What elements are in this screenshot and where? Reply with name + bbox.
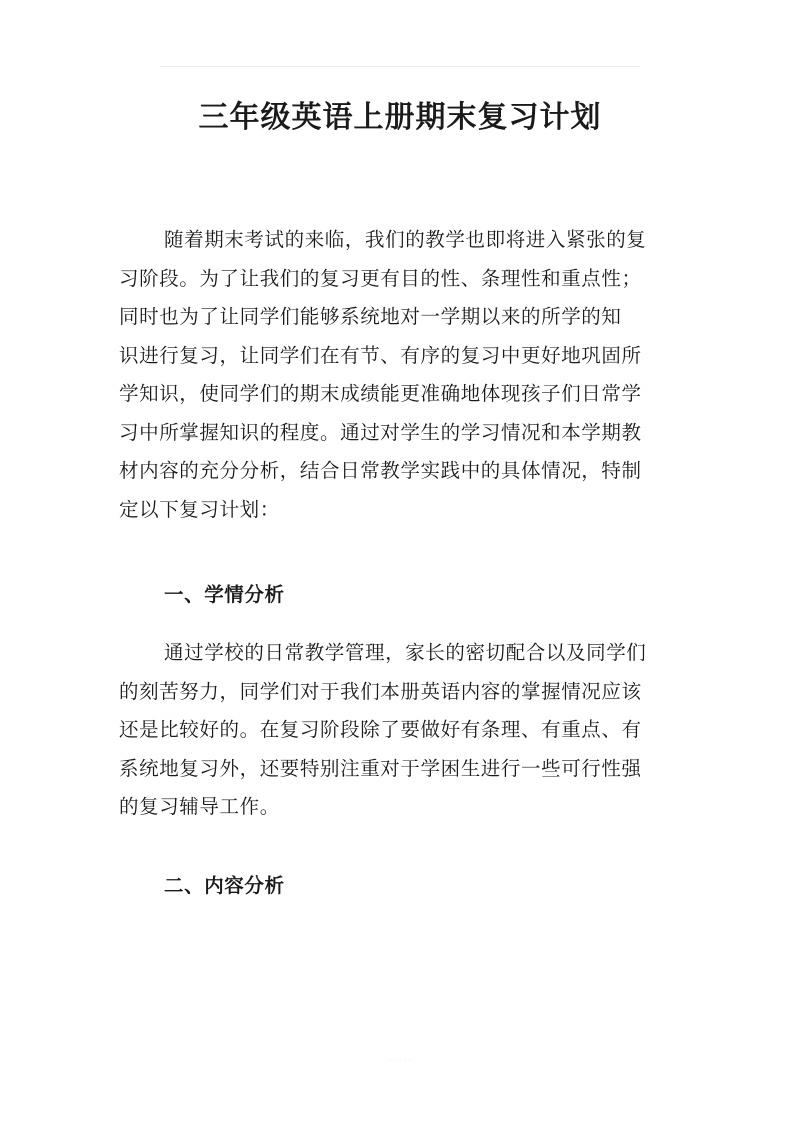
paragraph-line: 系统地复习外，还要特别注重对于学困生进行一些可行性强 [119,756,642,780]
paragraph-line: 的复习辅导工作。 [119,795,280,818]
paragraph-line: 随着期末考试的来临，我们的教学也即将进入紧张的复 [164,228,647,251]
paragraph-line: 习阶段。为了让我们的复习更有目的性、条理性和重点性； [119,266,642,290]
paragraph-line: 通过学校的日常教学管理，家长的密切配合以及同学们 [164,641,647,664]
paragraph-line: 的刻苦努力，同学们对于我们本册英语内容的掌握情况应该 [119,679,642,703]
paragraph-line: 习中所掌握知识的程度。通过对学生的学习情况和本学期教 [119,420,642,444]
intro-paragraph [119,221,689,529]
paragraph-line: 同时也为了让同学们能够系统地对一学期以来的所学的知 [119,305,622,328]
paragraph-line: 定以下复习计划： [119,497,280,521]
footer-watermark: · · · · · [388,1056,412,1065]
section-heading-content-analysis: 二、内容分析 [164,874,285,897]
paragraph-line: 学知识，使同学们的期末成绩能更准确地体现孩子们日常学 [119,382,642,405]
page-title: 三年级英语上册期末复习计划 [198,100,602,135]
paragraph-line: 还是比较好的。在复习阶段除了要做好有条理、有重点、有 [119,718,642,741]
section-heading-learning-analysis: 一、学情分析 [164,583,285,606]
header-rule [160,66,640,67]
learning-analysis-paragraph [119,634,689,827]
paragraph-line: 识进行复习，让同学们在有节、有序的复习中更好地巩固所 [119,343,642,367]
paragraph-line: 材内容的充分分析，结合日常教学实践中的具体情况，特制 [119,459,642,482]
